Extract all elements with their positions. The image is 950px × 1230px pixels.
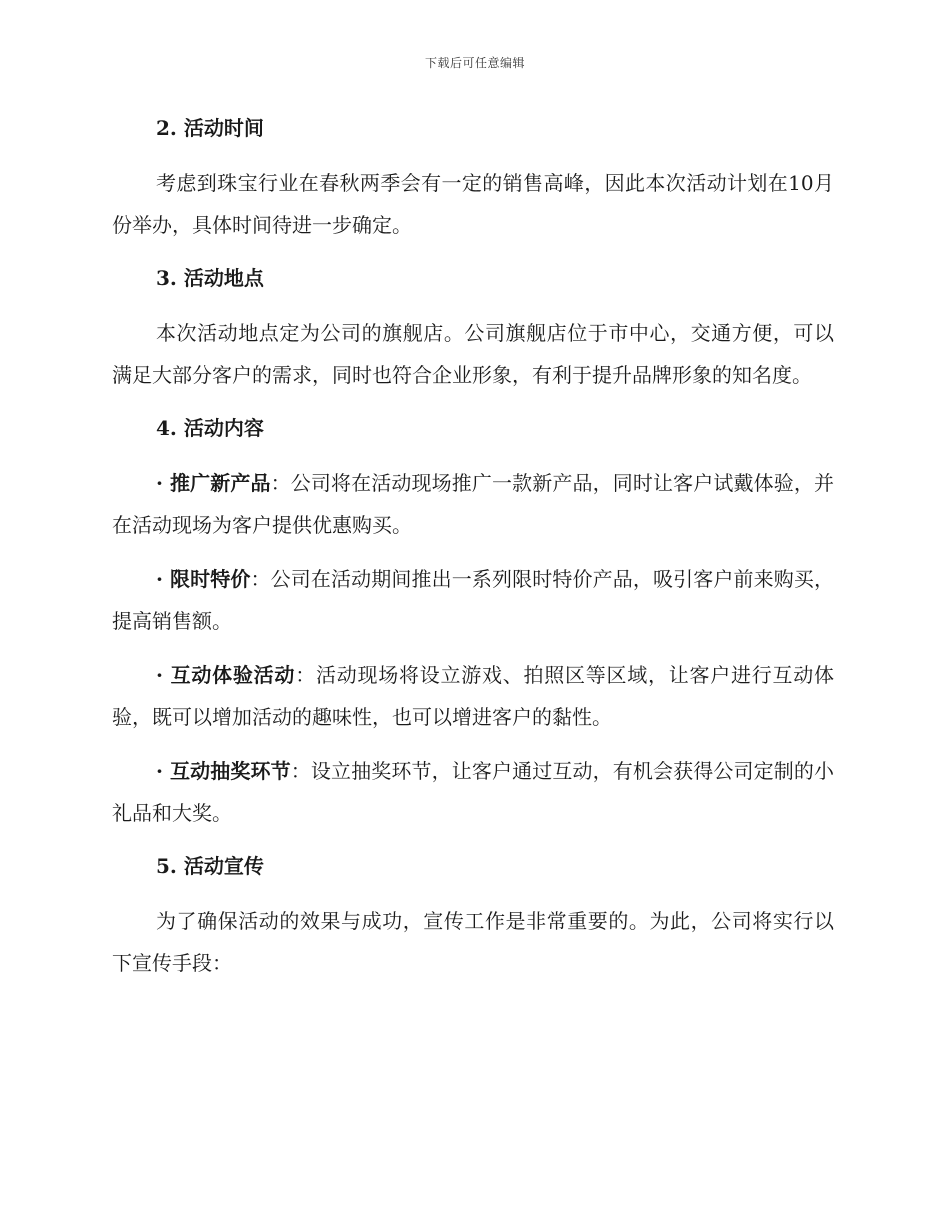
section-paragraph-time: 考虑到珠宝行业在春秋两季会有一定的销售高峰，因此本次活动计划在10月份举办，具体时间待进一步确定。: [112, 171, 834, 237]
bullet-text: ：活动现场将设立游戏、拍照区等区域，让客户进行互动体验，既可以增加活动的趣味性，也可以增进客户的黏性。: [112, 663, 835, 729]
bullet-title: · 互动体验活动: [156, 663, 296, 687]
bullet-item-new-product: [112, 462, 834, 546]
bullet-item-interactive-experience: [112, 654, 834, 738]
bullet-text: ：公司将在活动现场推广一款新产品，同时让客户试戴体验，并在活动现场为客户提供优惠购买。: [112, 471, 834, 537]
section-heading-content: 4. 活动内容: [156, 416, 264, 440]
bullet-title: · 推广新产品: [156, 471, 271, 495]
bullet-title: · 限时特价: [156, 567, 251, 591]
section-paragraph-promotion: 为了确保活动的效果与成功，宣传工作是非常重要的。为此，公司将实行以下宣传手段：: [112, 909, 834, 975]
bullet-text: ：公司在活动期间推出一系列限时特价产品，吸引客户前来购买，提高销售额。: [112, 567, 834, 633]
section-heading-location: 3. 活动地点: [156, 266, 264, 290]
section-paragraph-location: 本次活动地点定为公司的旗舰店。公司旗舰店位于市中心，交通方便，可以满足大部分客户的需求，同时也符合企业形象，有利于提升品牌形象的知名度。: [112, 321, 834, 387]
section-heading-time: 2. 活动时间: [156, 116, 264, 140]
bullet-item-limited-offer: [112, 558, 834, 642]
page-header: 下载后可任意编辑: [424, 56, 525, 70]
bullet-text: ：设立抽奖环节，让客户通过互动，有机会获得公司定制的小礼品和大奖。: [112, 759, 834, 825]
bullet-item-lottery: [112, 750, 834, 834]
section-heading-promotion: 5. 活动宣传: [156, 854, 264, 878]
document-body: [112, 108, 834, 984]
bullet-title: · 互动抽奖环节: [156, 759, 291, 783]
